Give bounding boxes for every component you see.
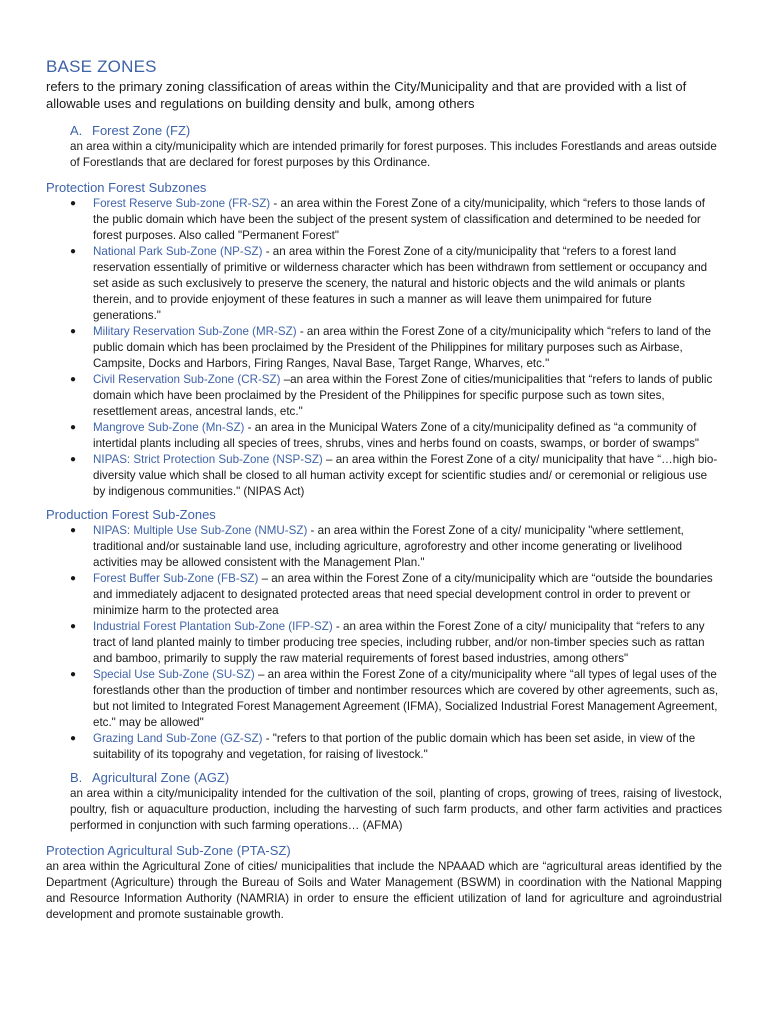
list-item xyxy=(46,324,722,372)
list-item-text: –an area within the Forest Zone of cities/municipalities that “refers to lands of public domain which have been proclaimed by the President of the Philippines for specific purpose such as town sites, resettlement areas, ancestral lands, etc." xyxy=(93,373,713,418)
protection-agricultural-heading: Protection Agricultural Sub-Zone (PTA-SZ) xyxy=(46,843,291,858)
list-item-term: Mangrove Sub-Zone (Mn-SZ) xyxy=(93,421,245,434)
agricultural-zone-heading xyxy=(46,769,722,786)
zone-letter: A. xyxy=(70,123,83,138)
list-item-term: Grazing Land Sub-Zone (GZ-SZ) xyxy=(93,732,263,745)
bullet-icon: ● xyxy=(70,525,77,536)
bullet-icon: ● xyxy=(70,198,77,209)
list-item-text: - an area in the Municipal Waters Zone of a city/municipality defined as “a community of intertidal plants including all species of trees, shrubs, vines and herbs found on coasts, swamps, or border of swamps" xyxy=(93,421,700,450)
list-item-text: - an area within the Forest Zone of a city/municipality that “refers to a forest land reservation essentially of primitive or wilderness character which has been withdrawn from settlement or occupancy and set aside as such exclusively to preserve the scenery, the natural and historic objects and the wild animals or plants therein, and to provide enjoyment of these features in such a manner as will leave them unimpaired for future generations." xyxy=(93,245,708,322)
list-item-term: NIPAS: Multiple Use Sub-Zone (NMU-SZ) xyxy=(93,524,308,537)
zone-name: Forest Zone (FZ) xyxy=(92,123,191,138)
list-item-term: NIPAS: Strict Protection Sub-Zone (NSP-SZ) xyxy=(93,453,323,466)
forest-zone-description: an area within a city/municipality which are intended primarily for forest purposes. This includes Forestlands and areas outside of Forestlands that are declared for forest purposes by this Ordinance. xyxy=(70,140,717,169)
list-item-text: – an area within the Forest Zone of a city/municipality where “all types of legal uses of the forestlands other than the production of timber and nontimber resources which are covered by other agreements, such as, but not limited to Integrated Forest Management Agreement (IFMA), Socialized Industrial Forest Management Agreement, etc." may be allowed" xyxy=(93,668,719,729)
list-item xyxy=(46,452,722,500)
forest-zone-heading xyxy=(46,122,722,139)
list-item-text: - an area within the Forest Zone of a city/ municipality "where settlement, traditional and/or sustainable land use, including agriculture, agroforestry and other income generating or livelihood activities may be allowed consistent with the Management Plan." xyxy=(93,524,684,569)
list-item xyxy=(46,571,722,619)
list-item-text: - "refers to that portion of the public domain which has been set aside, in view of the suitability of its topograhy and vegetation, for raising of livestock." xyxy=(93,732,696,761)
agricultural-zone-description: an area within a city/municipality intended for the cultivation of the soil, planting of crops, growing of trees, raising of livestock, poultry, fish or aquaculture production, including the harvesting of such farm products, and other farm activities and practices performed in conjunction with such farming operations… (AFMA) xyxy=(70,787,722,832)
list-item-term: Military Reservation Sub-Zone (MR-SZ) xyxy=(93,325,297,338)
zone-name: Agricultural Zone (AGZ) xyxy=(92,770,230,785)
list-item-term: National Park Sub-Zone (NP-SZ) xyxy=(93,245,263,258)
bullet-icon: ● xyxy=(70,454,77,465)
list-item-term: Civil Reservation Sub-Zone (CR-SZ) xyxy=(93,373,281,386)
list-item xyxy=(46,244,722,324)
list-item-text: – an area within the Forest Zone of a city/ municipality that have “…high bio-diversity value which shall be closed to all human activity except for scientific studies and/ or ceremonial or religious use by indigenous communities." (NIPAS Act) xyxy=(93,453,718,498)
list-item xyxy=(46,619,722,667)
document-page xyxy=(46,56,722,923)
list-item-text: - an area within the Forest Zone of a city/ municipality that “refers to any tract of land planted mainly to timber producing tree species, including rubber, and/or non-timber species such as rattan and bamboo, primarily to supply the raw material requirements of forest based industries, among others" xyxy=(93,620,705,665)
bullet-icon: ● xyxy=(70,733,77,744)
list-item xyxy=(46,372,722,420)
list-item xyxy=(46,731,722,763)
protection-forest-heading: Protection Forest Subzones xyxy=(46,180,207,195)
list-item-text: - an area within the Forest Zone of a city/municipality which “refers to land of the public domain which has been proclaimed by the President of the Philippines for military purposes such as Airbase, Campsite, Docks and Harbors, Firing Ranges, Naval Base, Target Range, Wharves, etc." xyxy=(93,325,711,370)
list-item-term: Special Use Sub-Zone (SU-SZ) xyxy=(93,668,255,681)
bullet-icon: ● xyxy=(70,621,77,632)
list-item xyxy=(46,667,722,731)
bullet-icon: ● xyxy=(70,669,77,680)
bullet-icon: ● xyxy=(70,374,77,385)
list-item-text: - an area within the Forest Zone of a city/municipality, which “refers to those lands of the public domain which have been the subject of the present system of classification and determined to be needed for forest purposes. Also called "Permanent Forest" xyxy=(93,197,705,242)
list-item-term: Industrial Forest Plantation Sub-Zone (IFP-SZ) xyxy=(93,620,333,633)
protection-agricultural-description: an area within the Agricultural Zone of cities/ municipalities that include the NPAAAD which are “agricultural areas identified by the Department (Agriculture) through the Bureau of Soils and Water Management (BSWM) in coordination with the National Mapping and Resource Information Authority (NAMRIA) in order to ensure the efficient utilization of land for agriculture and agroindustrial development and promote sustainable growth. xyxy=(46,860,722,921)
zone-letter: B. xyxy=(70,770,83,785)
list-item xyxy=(46,420,722,452)
production-forest-list xyxy=(46,523,722,763)
production-forest-heading: Production Forest Sub-Zones xyxy=(46,507,216,522)
protection-forest-list xyxy=(46,196,722,500)
bullet-icon: ● xyxy=(70,246,77,257)
list-item xyxy=(46,523,722,571)
list-item-term: Forest Buffer Sub-Zone (FB-SZ) xyxy=(93,572,259,585)
list-item xyxy=(46,196,722,244)
bullet-icon: ● xyxy=(70,573,77,584)
bullet-icon: ● xyxy=(70,326,77,337)
list-item-term: Forest Reserve Sub-zone (FR-SZ) xyxy=(93,197,271,210)
list-item-text: – an area within the Forest Zone of a city/municipality which are “outside the boundaries and immediately adjacent to designated protected areas that need special development control in order to prevent or minimize harm to the protected area xyxy=(93,572,713,617)
intro-paragraph: refers to the primary zoning classification of areas within the City/Municipality and that are provided with a list of allowable uses and regulations on building density and bulk, among others xyxy=(46,79,687,111)
bullet-icon: ● xyxy=(70,422,77,433)
page-title: BASE ZONES xyxy=(46,57,157,76)
